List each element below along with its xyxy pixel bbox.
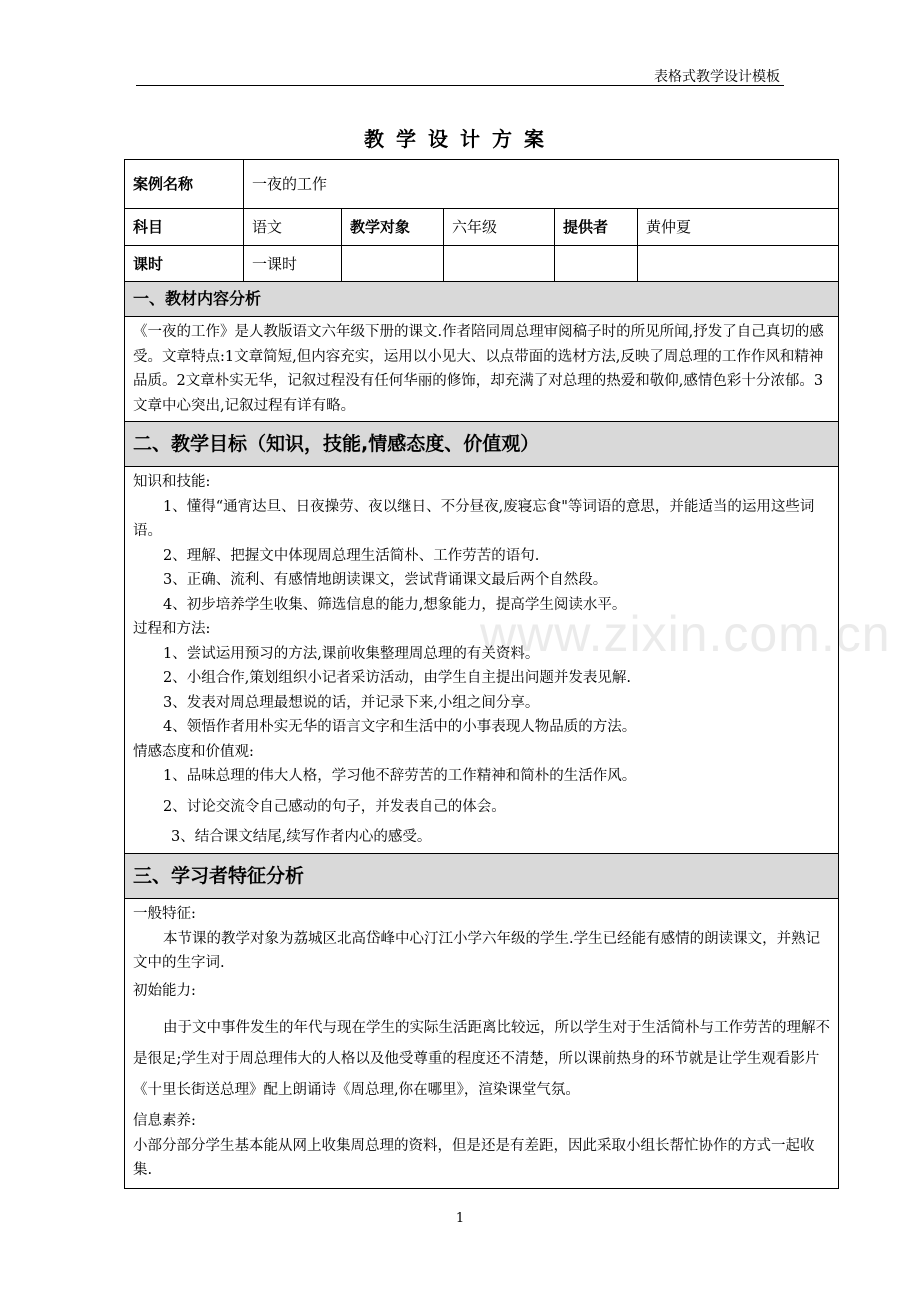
row-subject — [125, 209, 839, 246]
section2-header-row — [125, 422, 839, 467]
section1-text: 《一夜的工作》是人教版语文六年级下册的课文.作者陪同周总理审阅稿子时的所见所闻,抒发了自己真切的感受。文章特点:1文章简短,但内容充实，运用以小见大、以点带面的选材方法,反映了周总理的工作作风和精神品质。2文章朴实无华，记叙过程没有任何华丽的修饰，却充满了对总理的热爱和敬仰,感情色彩十分浓郁。3文章中心突出,记叙过程有详有略。 — [133, 324, 824, 414]
list-item: 1、尝试运用预习的方法,课前收集整理周总理的有关资料。 — [163, 645, 540, 662]
list-item: 2、小组合作,策划组织小记者采访活动，由学生自主提出问题并发表见解. — [163, 670, 631, 686]
period-label: 课时 — [125, 246, 244, 282]
subject-label: 科目 — [125, 209, 244, 246]
case-name-value: 一夜的工作 — [244, 160, 839, 209]
ability-heading: 初始能力: — [133, 982, 196, 999]
section1-body-row — [125, 317, 839, 422]
header-rule — [136, 85, 784, 86]
watermark: www.zixin.com.cn — [480, 606, 891, 662]
attitude-heading: 情感态度和价值观: — [133, 743, 254, 760]
list-item: 3、发表对周总理最想说的话，并记录下来,小组之间分享。 — [163, 694, 540, 711]
section2-body-row — [125, 467, 839, 854]
section2-body — [125, 467, 839, 854]
target-label: 教学对象 — [342, 209, 444, 246]
document-title: 教学设计方案 — [364, 127, 556, 151]
period-value: 一课时 — [244, 246, 342, 282]
section2-title: 二、教学目标（知识，技能,情感态度、价值观） — [125, 422, 839, 467]
subject-value: 语文 — [244, 209, 342, 246]
list-item: 3、结合课文结尾,续写作者内心的感受。 — [171, 829, 432, 845]
section1-body — [125, 317, 839, 422]
section3-body — [125, 899, 839, 1189]
empty-cell — [342, 246, 444, 282]
section3-body-row — [125, 899, 839, 1189]
knowledge-heading: 知识和技能: — [133, 474, 211, 490]
provider-label: 提供者 — [555, 209, 638, 246]
section1-title: 一、教材内容分析 — [125, 282, 839, 317]
general-text: 本节课的教学对象为荔城区北高岱峰中心汀江小学六年级的学生.学生已经能有感情的朗读课文，并熟记文中的生字词. — [133, 930, 821, 971]
general-heading: 一般特征: — [133, 906, 196, 922]
case-name-label: 案例名称 — [125, 160, 244, 209]
section1-header-row — [125, 282, 839, 317]
list-item: 3、正确、流利、有感情地朗读课文，尝试背诵课文最后两个自然段。 — [163, 572, 608, 588]
empty-cell — [638, 246, 839, 282]
provider-value: 黄仲夏 — [638, 209, 839, 246]
info-heading: 信息素养: — [133, 1113, 196, 1129]
section3-title: 三、学习者特征分析 — [125, 854, 839, 899]
list-item: 4、领悟作者用朴实无华的语言文字和生活中的小事表现人物品质的方法。 — [163, 719, 637, 735]
list-item: 2、理解、把握文中体现周总理生活简朴、工作劳苦的语句. — [163, 547, 540, 564]
empty-cell — [555, 246, 638, 282]
ability-text: 由于文中事件发生的年代与现在学生的实际生活距离比较远，所以学生对于生活简朴与工作劳苦的理解不是很足;学生对于周总理伟大的人格以及他受尊重的程度还不清楚，所以课前热身的环节就是让学生观看影片《十里长街送总理》配上朗诵诗《周总理,你在哪里》，渲染课堂气氛。 — [133, 1020, 830, 1098]
page-number: 1 — [455, 1211, 465, 1226]
info-text: 小部分部分学生基本能从网上收集周总理的资料，但是还是有差距，因此采取小组长帮忙协作的方式一起收集. — [133, 1137, 815, 1178]
list-item: 2、讨论交流令自己感动的句子，并发表自己的体会。 — [163, 798, 506, 815]
list-item: 1、懂得“通宵达旦、日夜操劳、夜以继日、不分昼夜,废寝忘食"等词语的意思，并能适当的运用这些词语。 — [133, 498, 815, 539]
empty-cell — [444, 246, 555, 282]
list-item: 1、品味总理的伟大人格，学习他不辞劳苦的工作精神和简朴的生活作风。 — [163, 768, 637, 784]
template-name: 表格式教学设计模板 — [654, 69, 780, 85]
target-value: 六年级 — [444, 209, 555, 246]
design-table — [124, 159, 839, 1189]
row-period — [125, 246, 839, 282]
section3-header-row — [125, 854, 839, 899]
process-heading: 过程和方法: — [133, 621, 211, 637]
list-item: 4、初步培养学生收集、筛选信息的能力,想象能力，提高学生阅读水平。 — [163, 596, 627, 613]
row-case-name — [125, 160, 839, 209]
